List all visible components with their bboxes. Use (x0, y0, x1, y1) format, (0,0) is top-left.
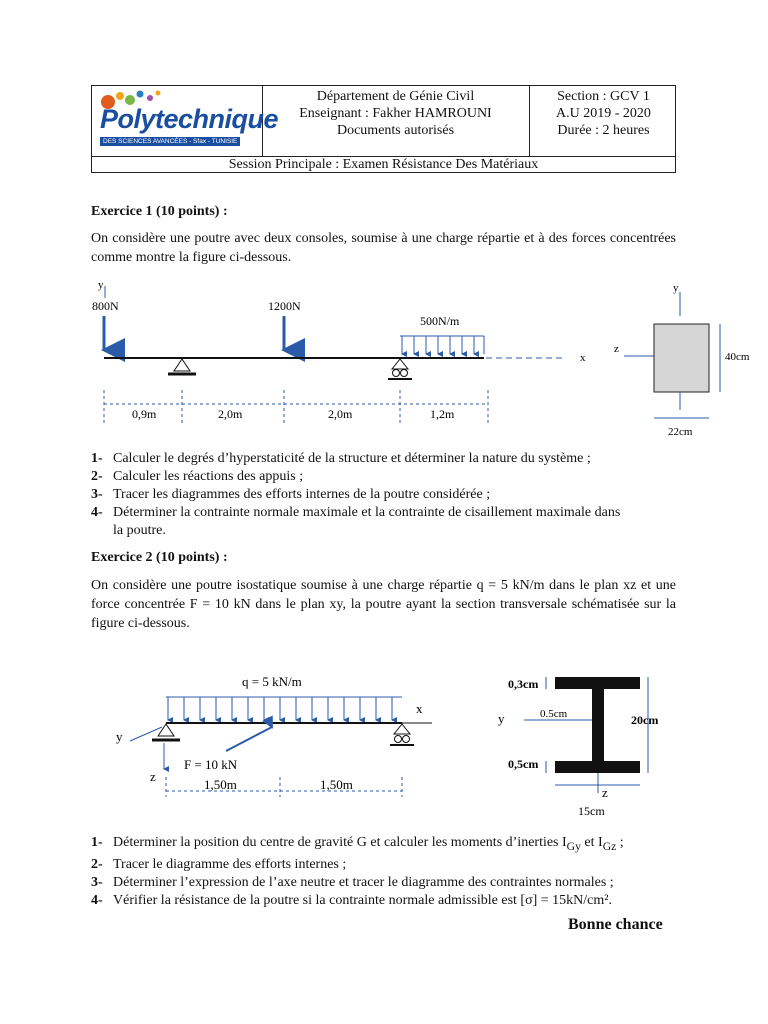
ex2-sec-z: z (602, 785, 608, 800)
ex1-force1-label: 800N (92, 299, 119, 313)
ex2-beam-figure (100, 665, 660, 825)
ex2-width: 15cm (578, 804, 605, 818)
logo-cell (92, 86, 279, 156)
ex2-q2: 2- Tracer le diagramme des efforts internes ; (91, 856, 347, 872)
ex2-tf-top: 0,3cm (508, 677, 539, 691)
ex2-z-label: z (150, 769, 156, 784)
ex1-dim4: 1,2m (430, 407, 455, 421)
department: Département de Génie Civil (316, 89, 475, 104)
academic-year: A.U 2019 - 2020 (556, 106, 651, 121)
ex2-q4: 4- Vérifier la résistance de la poutre si la contrainte normale admissible est [σ] = 15kN/cm². (91, 892, 612, 908)
logo-name: Polytechnique (100, 104, 279, 134)
ex2-q3: 3- Déterminer l’expression de l’axe neutre et tracer le diagramme des contraintes normales ; (91, 874, 614, 890)
ex1-intro: On considère une poutre avec deux consoles, soumise à une charge répartie et à des forces concentrées comme montre la figure ci-dessous. (91, 231, 676, 265)
rect-section (654, 324, 709, 392)
ex2-x-label: x (416, 701, 423, 716)
teacher: Enseignant : Fakher HAMROUNI (299, 106, 492, 121)
section-cell (529, 86, 677, 156)
ex1-q1: 1- Calculer le degrés d’hyperstaticité de la structure et déterminer la nature du système ; (91, 451, 591, 466)
ex1-force2-label: 1200N (268, 299, 301, 313)
section: Section : GCV 1 (557, 89, 650, 104)
header-table (91, 85, 676, 173)
ex2-tw: 0.5cm (540, 708, 568, 720)
documents: Documents autorisés (336, 123, 455, 138)
ex2-title: Exercice 2 (10 points) : (91, 550, 228, 565)
ex2-intro: On considère une poutre isostatique soumise à une charge répartie q = 5 kN/m dans le plan xz et une force concentrée F = 10 kN dans le plan xy, la poutre ayant la section transversale schématisée sur la figure ci-dessous. (91, 578, 676, 631)
ex1-dim2: 2,0m (218, 407, 243, 421)
ex2-load-label: q = 5 kN/m (242, 674, 302, 689)
ex1-sec-y-label: y (673, 282, 679, 294)
session-title: Session Principale : Examen Résistance Des Matériaux (228, 157, 539, 172)
ex1-dim3: 2,0m (328, 407, 353, 421)
duration: Durée : 2 heures (557, 123, 650, 138)
ex1-sec-width: 22cm (668, 426, 693, 438)
i-section (555, 677, 640, 773)
ex2-dim1: 1,50m (204, 777, 237, 792)
ex1-title: Exercice 1 (10 points) : (91, 204, 228, 219)
ex1-sec-height: 40cm (725, 351, 750, 363)
ex1-beam-figure (88, 280, 768, 440)
department-cell (262, 86, 529, 156)
ex2-q1: 1- Déterminer la position du centre de gravité G et calculer les moments d’inerties $I_{Gy}$ et $I_{Gz}$ ; (91, 835, 624, 853)
ex2-y-label: y (116, 729, 123, 744)
ex2-tf-bot: 0,5cm (508, 757, 539, 771)
ex1-q4: 4- Déterminer la contrainte normale maximale et la contrainte de cisaillement maximale dans (91, 505, 621, 520)
logo-subtitle: DES SCIENCES AVANCÉES - Sfax - TUNISIE (100, 137, 240, 146)
closing-text: Bonne chance (568, 916, 663, 933)
ex1-dim1: 0,9m (132, 407, 157, 421)
ex1-questions (91, 450, 681, 540)
ex2-force-label: F = 10 kN (184, 757, 238, 772)
ex1-y-label: y (98, 280, 104, 291)
ex1-load-label: 500N/m (420, 314, 460, 328)
ex2-questions (91, 834, 681, 910)
ex2-dim2: 1,50m (320, 777, 353, 792)
ex1-q3: 3- Tracer les diagrammes des efforts internes de la poutre considérée ; (91, 487, 491, 502)
ex1-x-label: x (580, 352, 586, 364)
ex2-height: 20cm (631, 713, 659, 727)
ex2-sec-y: y (498, 711, 505, 726)
header-row (92, 86, 675, 157)
ex1-sec-z-label: z (614, 343, 619, 355)
ex1-q2: 2- Calculer les réactions des appuis ; (91, 469, 304, 484)
ex1-q4-cont: la poutre. (113, 523, 166, 538)
